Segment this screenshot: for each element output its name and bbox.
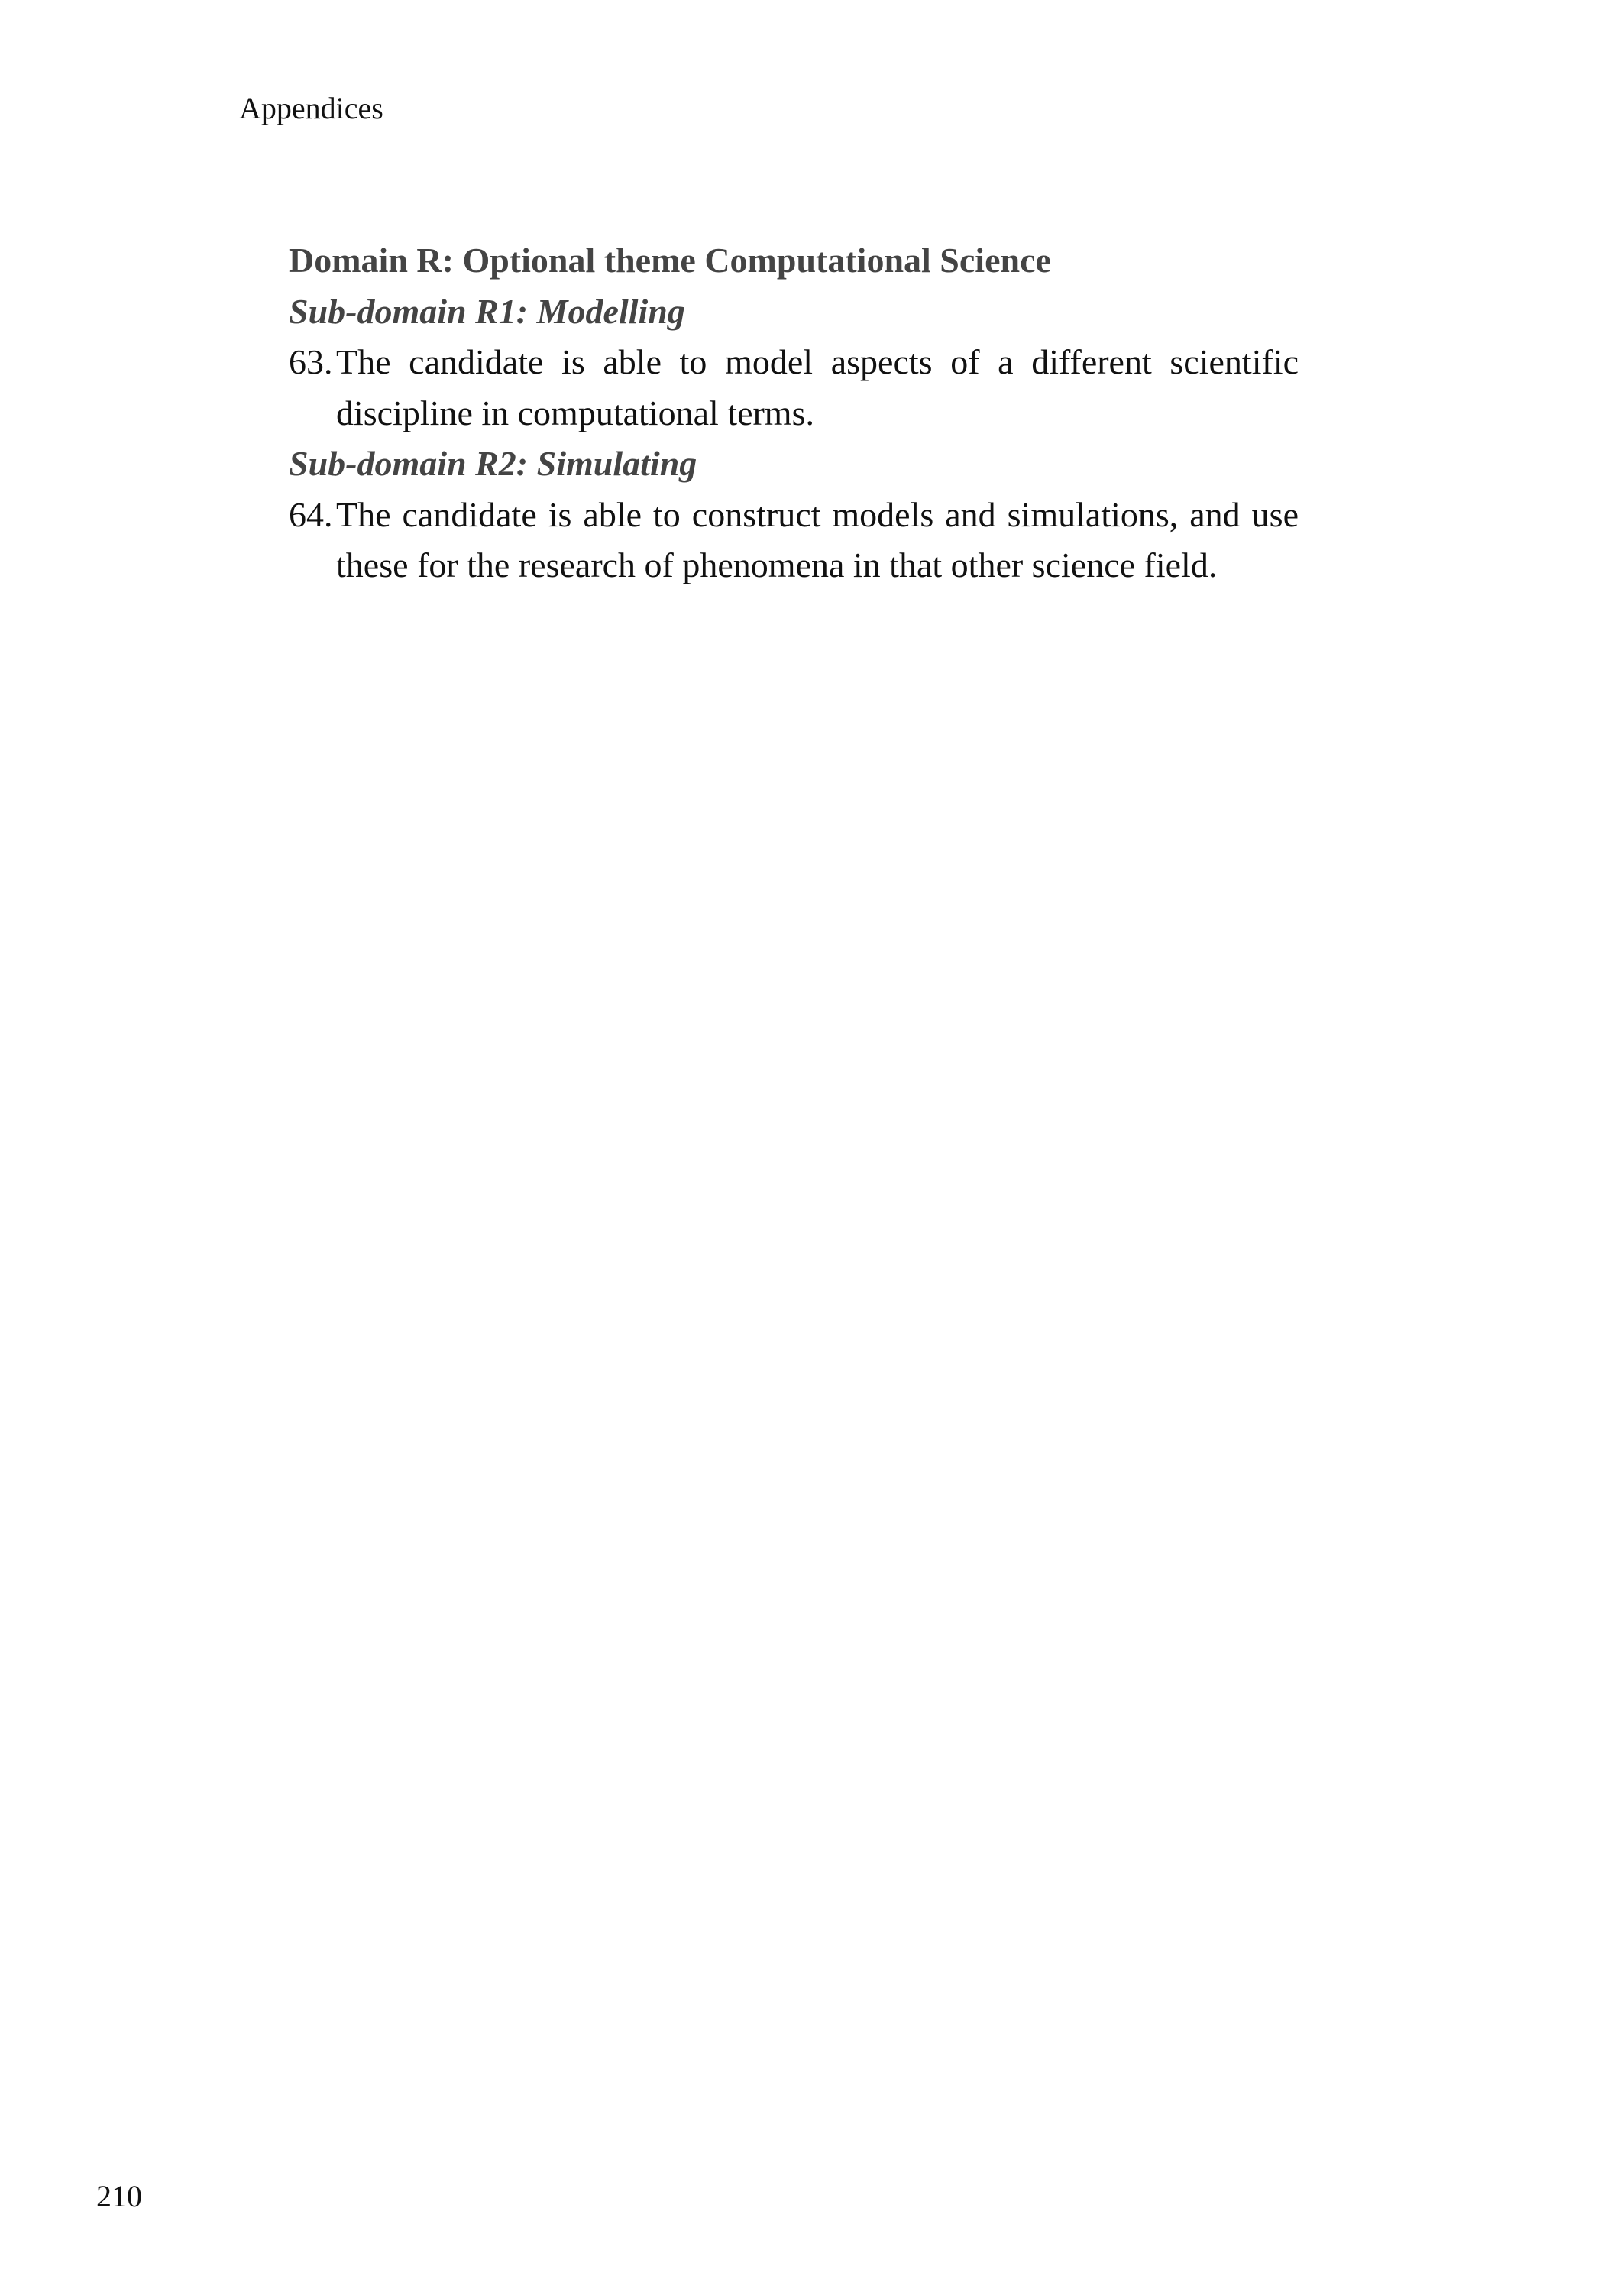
running-header: Appendices (239, 91, 383, 125)
domain-section (289, 235, 1299, 591)
item-number: 64. (289, 494, 333, 534)
page-number: 210 (96, 2179, 142, 2213)
item-number: 63. (289, 342, 333, 381)
list-item (289, 490, 1299, 591)
item-text: The candidate is able to model aspects of a different scientific discipline in computational terms. (336, 342, 1299, 432)
subdomain-heading: Sub-domain R1: Modelling (289, 291, 685, 331)
list-item (289, 337, 1299, 439)
subdomain-r1 (289, 286, 1299, 439)
item-text: The candidate is able to construct models and simulations, and use these for the research of phenomena in that other science field. (336, 494, 1299, 584)
domain-heading: Domain R: Optional theme Computational Science (289, 241, 1051, 280)
subdomain-r2 (289, 439, 1299, 591)
subdomain-heading: Sub-domain R2: Simulating (289, 444, 697, 483)
